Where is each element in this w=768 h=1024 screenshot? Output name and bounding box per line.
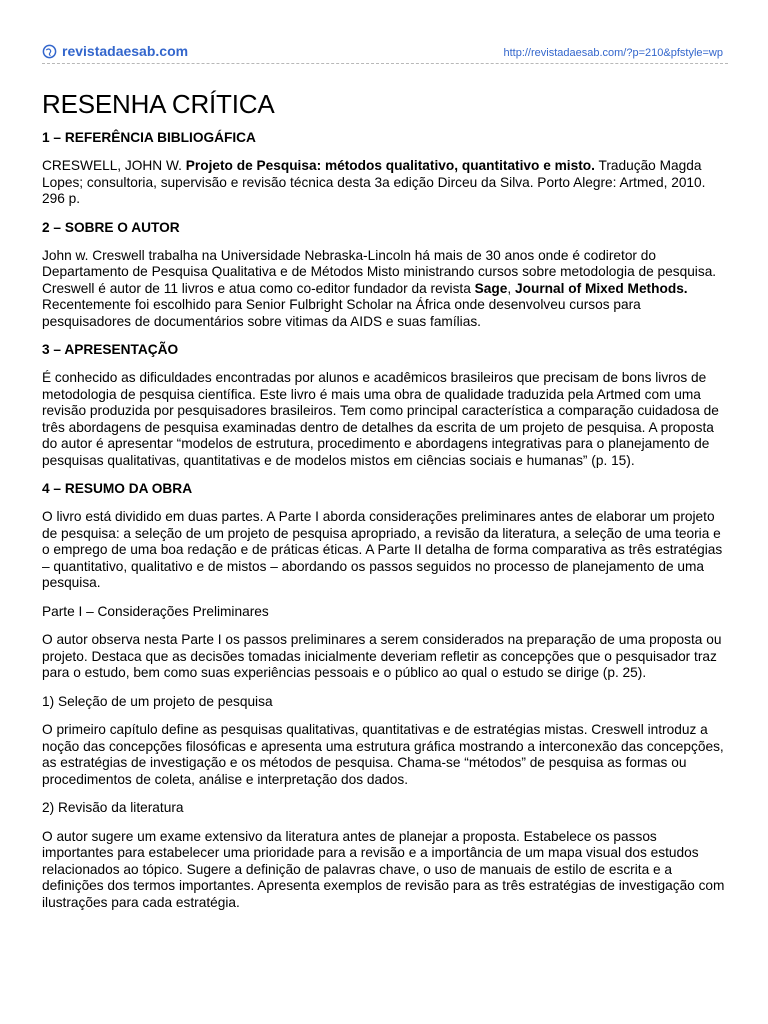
section-heading-resumo: 4 – RESUMO DA OBRA [42,481,193,496]
referencia-details: Tradução Magda Lopes; consultoria, supervisão e revisão técnica desta 3a edição Dirceu da Silva. Porto Alegre: Artmed, 2010. 296 p. [42,158,706,206]
resumo-subheading-parte-1: Parte I – Considerações Preliminares [42,603,269,619]
referencia-book-title: Projeto de Pesquisa: métodos qualitativo, quantitativo e misto. [185,158,595,173]
section-heading-referencia: 1 – REFERÊNCIA BIBLIOGÁFICA [42,130,256,145]
section-heading-autor: 2 – SOBRE O AUTOR [42,219,180,235]
resumo-subheading-selecao: 1) Seleção de um projeto de pesquisa [42,693,273,709]
site-brand[interactable] [42,44,188,59]
autor-journal-sage: Sage [474,280,508,296]
page-title: RESENHA CRÍTICA [42,89,275,119]
resumo-paragraph-1: O livro está dividido em duas partes. A Parte I aborda considerações preliminares antes de elaborar um projeto de pesquisa: a seleção de um projeto de pesquisa apropriado, a revisão da literatura, a seleção de uma teoria e o emprego de uma boa redação e de práticas éticas. A Parte II detalha de forma comparativa as três estratégias – quantitativo, qualitativo e de mistos – abordando os passos seguidos no processo de planejamento de uma pesquisa. [42,509,723,590]
autor-text-end: Recentemente foi escolhido para Senior Fulbright Scholar na África onde desenvolveu cursos para pesquisadores de documentários sobre vitimas da AIDS e suas famílias. [42,297,641,329]
section-heading-apresentacao: 3 – APRESENTAÇÃO [42,342,179,357]
document-page [42,0,728,923]
referencia-paragraph [42,158,728,208]
autor-journal-mixed-methods: Journal of Mixed Methods. [514,280,688,296]
site-name-link[interactable]: revistadaesab.com [62,43,189,59]
autor-text-start: John w. Creswell trabalha na Universidade Nebraska-Lincoln há mais de 30 anos onde é codiretor do Departamento de Pesquisa Qualitativa e de Métodos Misto ministrando cursos sobre metodologia de pesquisa. Creswell é autor de 11 livros e atua como co-editor fundador da revista [42,247,717,296]
apresentacao-paragraph: É conhecido as dificuldades encontradas por alunos e acadêmicos brasileiros que precisam de bons livros de metodologia de pesquisa científica. Este livro é mais uma obra de qualidade traduzida pela Artmed com uma revisão produzida por pesquisadores brasileiros. Tem como principal característica a comparação cuidadosa de três abordagens de pesquisa examinadas dentro de detalhes da escrita de um projeto de pesquisa. A proposta do autor é apresentar “modelos de estrutura, procedimento e abordagens integrativas para o planejamento de pesquisas qualitativas, quantitativas e de modelos mistos em ciências sociais e humanas” (p. 15). [42,370,719,468]
page-url-link[interactable]: http://revistadaesab.com/?p=210&pfstyle=wp [503,47,723,59]
resumo-paragraph-3: O primeiro capítulo define as pesquisas qualitativas, quantitativas e de estratégias mistas. Creswell introduz a noção das concepções filosóficas e apresenta uma estrutura gráfica mostrando a interconexão das concepções, as estratégias de investigação e os métodos de pesquisa. Chama-se “métodos” de pesquisa as formas ou procedimentos de coleta, análise e interpretação dos dados. [42,722,724,787]
globe-icon [42,44,57,59]
autor-paragraph [42,248,728,331]
resumo-subheading-revisao: 2) Revisão da literatura [42,800,184,815]
resumo-paragraph-2: O autor observa nesta Parte I os passos preliminares a serem considerados na preparação de uma proposta ou projeto. Destaca que as decisões tomadas inicialmente deveriam refletir as concepções que o pesquisador traz para o estudo, bem como suas experiências pessoais e o público ao qual o estudo se dirige (p. 25). [42,632,722,680]
header-divider [42,63,728,64]
referencia-author: CRESWELL, JOHN W. [42,158,186,173]
page-header [42,0,728,64]
autor-text-sep: , [507,280,515,296]
resumo-paragraph-4: O autor sugere um exame extensivo da literatura antes de planejar a proposta. Estabelece os passos importantes para estabelecer uma prioridade para a revisão e a importância de um mapa visual dos estudos relacionados ao tópico. Sugere a definição de palavras chave, o uso de manuais de estilo de escrita e a definições dos termos importantes. Apresenta exemplos de revisão para as três estratégias de investigação com ilustrações para cada estratégia. [42,828,725,910]
